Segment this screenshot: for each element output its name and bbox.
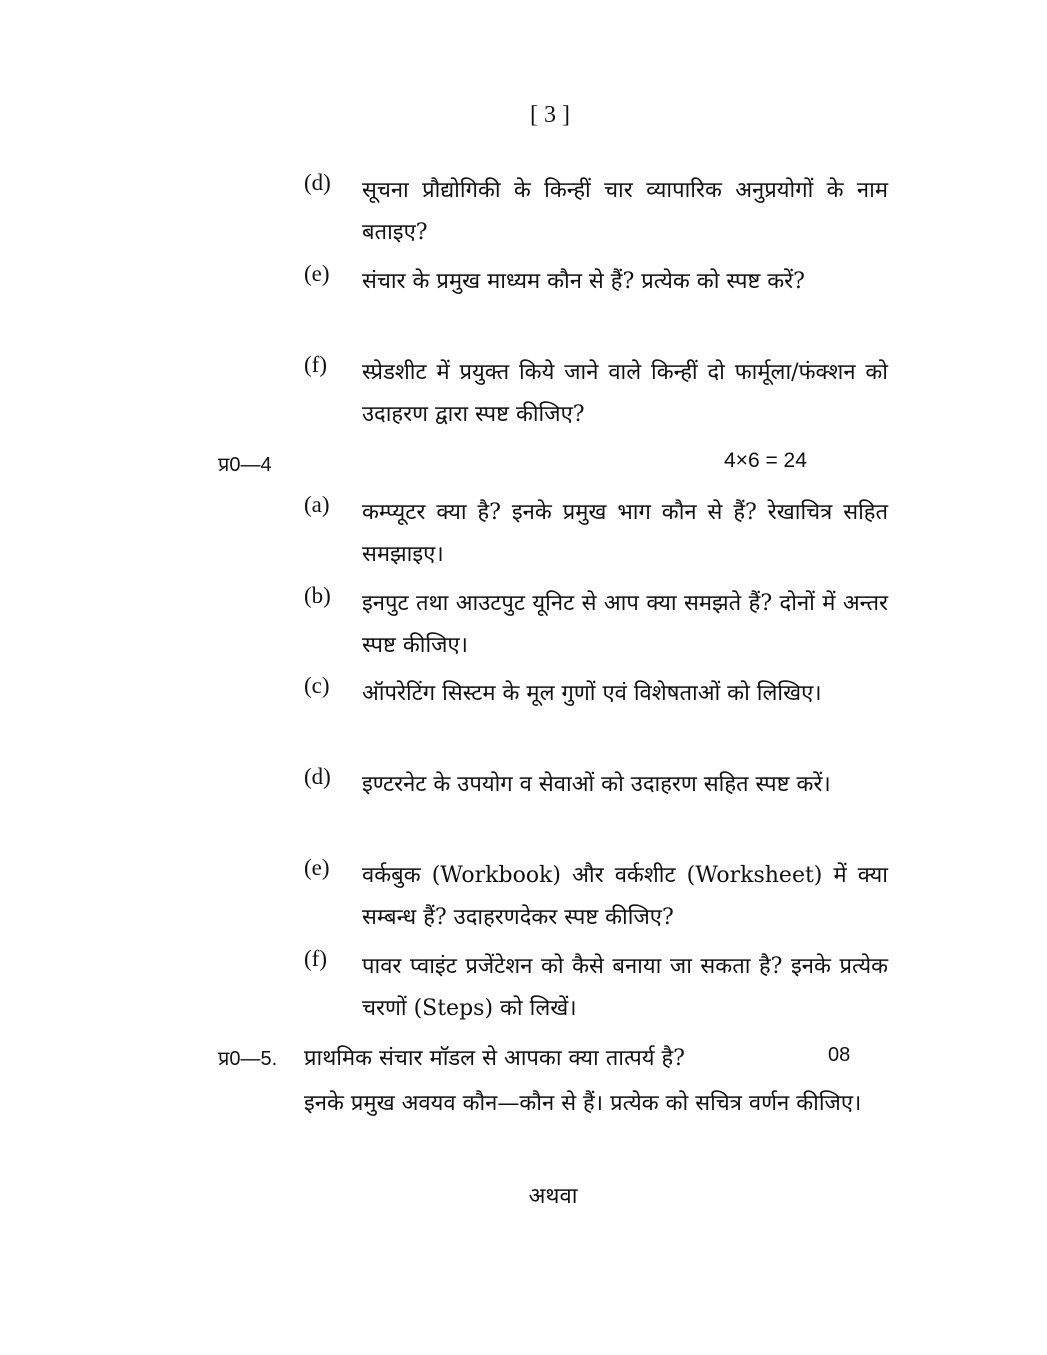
question-number: प्र0—5. (218, 1048, 278, 1070)
question-marks: 4×6 = 24 (724, 449, 807, 472)
question-text: संचार के प्रमुख माध्यम कौन से हैं? प्रत्येक को स्पष्ट करें? (362, 269, 805, 294)
question-label: (f) (304, 352, 327, 377)
question-text: ऑपरेटिंग सिस्टम के मूल गुणों एवं विशेषताओं को लिखिए। (362, 681, 822, 706)
question-label: (b) (304, 583, 331, 608)
question-label: (e) (304, 855, 330, 880)
page-number: [ 3 ] (530, 102, 570, 128)
question-number: प्र0—4 (218, 454, 272, 476)
question-label: (d) (304, 170, 331, 195)
question-text: इनके प्रमुख अवयव कौन—कौन से हैं। प्रत्येक को सचित्र वर्णन कीजिए। (304, 1091, 862, 1116)
question-label: (c) (304, 673, 330, 698)
question-label: (d) (304, 764, 331, 789)
question-label: (a) (304, 492, 330, 517)
or-separator: अथवा (528, 1184, 578, 1209)
question-text: स्प्रेडशीट में प्रयुक्त किये जाने वाले किन्हीं दो फार्मूला/फंक्शन को उदाहरण द्वारा स्पष्ट कीजिए? (362, 360, 888, 427)
question-text: इण्टरनेट के उपयोग व सेवाओं को उदाहरण सहित स्पष्ट करें। (362, 772, 831, 797)
question-text: वर्कबुक (Workbook) और वर्कशीट (Worksheet) में क्या सम्बन्ध हैं? उदाहरणदेकर स्पष्ट कीजिए? (362, 863, 888, 930)
question-text: प्राथमिक संचार मॉडल से आपका क्या तात्पर्य है? (304, 1046, 685, 1071)
question-text: पावर प्वाइंट प्रजेंटेशन को कैसे बनाया जा सकता है? इनके प्रत्येक चरणों (Steps) को लिखें। (362, 954, 888, 1021)
question-text: सूचना प्रौद्योगिकी के किन्हीं चार व्यापारिक अनुप्रयोगों के नाम बताइए? (362, 178, 888, 245)
question-label: (f) (304, 946, 327, 971)
question-label: (e) (304, 261, 330, 286)
question-text: इनपुट तथा आउटपुट यूनिट से आप क्या समझते हैं? दोनों में अन्तर स्पष्ट कीजिए। (362, 591, 888, 658)
question-text: कम्प्यूटर क्या है? इनके प्रमुख भाग कौन से हैं? रेखाचित्र सहित समझाइए। (362, 500, 888, 567)
question-marks: 08 (828, 1044, 851, 1066)
